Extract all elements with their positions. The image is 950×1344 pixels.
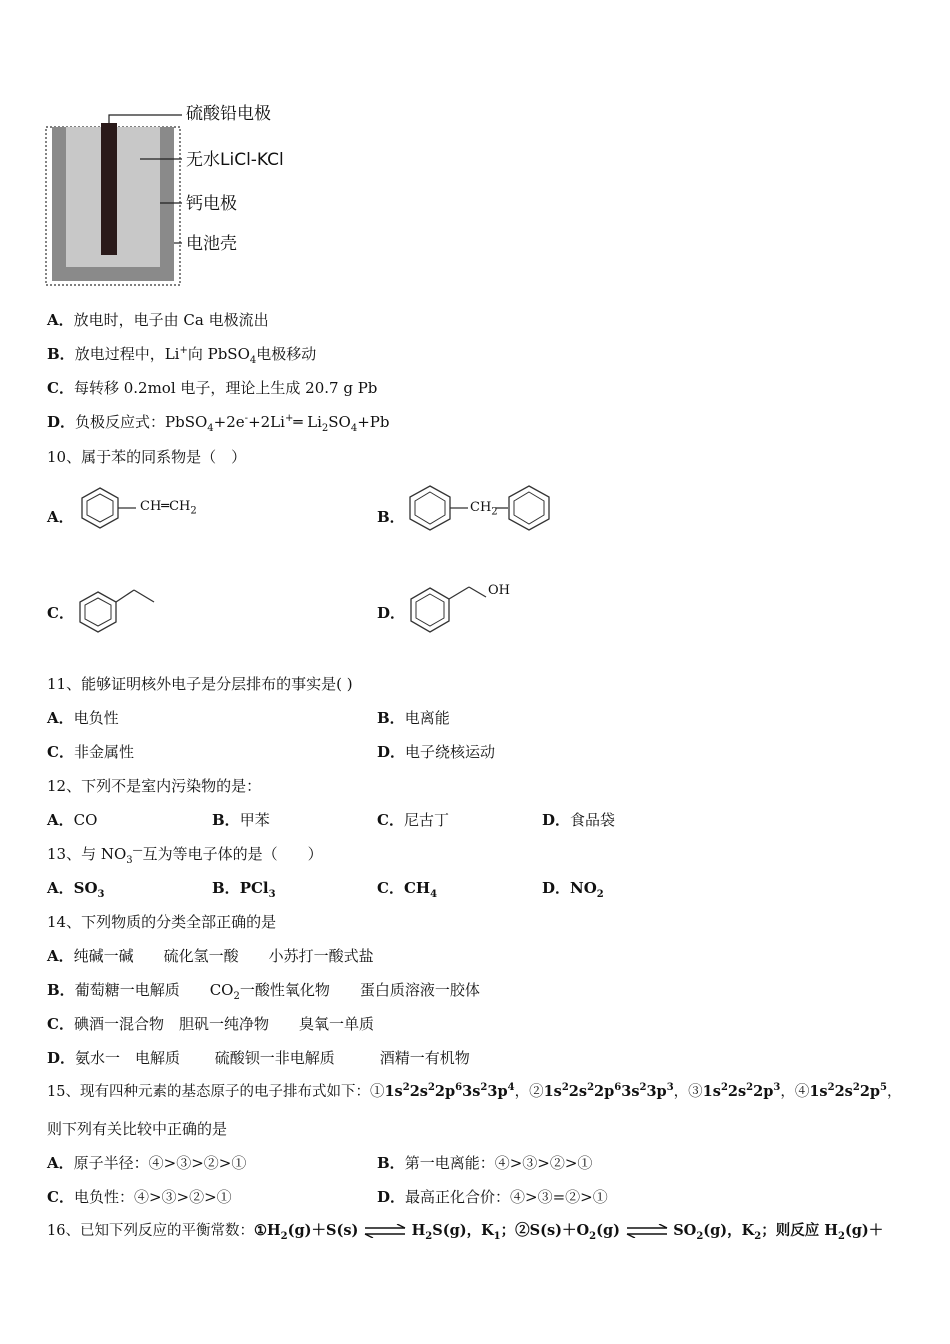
- q10-option-c-structure[interactable]: [72, 580, 172, 644]
- q10-option-a-label[interactable]: A．: [47, 508, 74, 526]
- q12-option-a[interactable]: A．CO: [47, 811, 98, 829]
- q11-option-d[interactable]: D．电子绕核运动: [377, 743, 496, 761]
- q10-option-d-label[interactable]: D．: [377, 604, 406, 622]
- q10-option-c-label[interactable]: C．: [47, 604, 74, 622]
- q13-option-b[interactable]: B．PCl$_3$: [212, 879, 276, 900]
- q12-option-d[interactable]: D．食品袋: [542, 811, 616, 829]
- q10-stem: 10、属于苯的同系物是（ ）: [47, 448, 247, 466]
- q14-option-c[interactable]: C．碘酒一混合物 胆矾一纯净物 臭氧一单质: [47, 1015, 374, 1033]
- q9-option-a[interactable]: A．放电时，电子由 Ca 电极流出: [47, 311, 269, 329]
- q9-option-b[interactable]: B．放电过程中，Li+向 PbSO$_4$电极移动: [47, 345, 317, 366]
- q14-option-b[interactable]: B．葡萄糖一电解质 $CO_2$一酸性氧化物 蛋白质溶液一胶体: [47, 981, 480, 1002]
- q10-option-b-group: $CH_2$: [470, 500, 498, 518]
- q11-option-c[interactable]: C．非金属性: [47, 743, 134, 761]
- q12-stem: 12、下列不是室内污染物的是：: [47, 777, 262, 795]
- q13-option-d[interactable]: D．$NO_2$: [542, 879, 604, 900]
- q12-option-b[interactable]: B．甲苯: [212, 811, 270, 829]
- q15-option-c[interactable]: C．电负性：④>③>②>①: [47, 1188, 232, 1206]
- ethylbenzene-structure: [72, 580, 172, 640]
- q14-stem: 14、下列物质的分类全部正确的是: [47, 913, 277, 931]
- q12-option-c[interactable]: C．尼古丁: [377, 811, 449, 829]
- diagram-label-pbso4: 硫酸铅电极: [186, 104, 271, 124]
- diagram-label-case: 电池壳: [186, 234, 237, 254]
- q10-option-b-label[interactable]: B．: [377, 508, 405, 526]
- q10-option-d-group: OH: [488, 583, 510, 598]
- q13-stem: 13、与 $NO_3^—$互为等电子体的是（ ）: [47, 845, 323, 866]
- q11-option-a[interactable]: A．电负性: [47, 709, 119, 727]
- lead-sulfate-electrode: [101, 123, 117, 255]
- q15-stem: 15、现有四种元素的基态原子的电子排布式如下：$①1s^22s^22p^63s^23p^4$，$②1s^22s^22p^63s^23p^3$，$③1s^22s^22p^3$，$④1s^22s^22p^5$，: [47, 1082, 902, 1100]
- q9-option-d[interactable]: D．负极反应式：PbSO$_4$+2e-+2Li+═ $Li_2SO_4+Pb$: [47, 413, 390, 434]
- equilibrium-arrow-1: [363, 1224, 407, 1238]
- q11-stem: 11、能够证明核外电子是分层排布的事实是( ): [47, 675, 353, 693]
- diagram-label-electrolyte: 无水LiCl-KCl: [186, 150, 284, 170]
- q15-option-d[interactable]: D．最高正化合价：④>③=②>①: [377, 1188, 608, 1206]
- q13-option-a[interactable]: A．$SO_3$: [47, 879, 105, 900]
- q10-option-a-group: $CH═CH_2$: [140, 499, 197, 517]
- q9-option-c[interactable]: C．每转移 0.2mol 电子，理论上生成 20.7 g Pb: [47, 379, 378, 397]
- q15-option-a[interactable]: A．原子半径：④>③>②>①: [47, 1154, 247, 1172]
- q14-option-d[interactable]: D．氨水一 电解质 硫酸钡一非电解质 酒精一有机物: [47, 1049, 470, 1067]
- diagram-label-calcium: 钙电极: [186, 194, 237, 214]
- q16-stem: 16、已知下列反应的平衡常数：$①H_2(g)+S(s)$ $H_2S(g)$，$K_1$；$②S(s)+O_2(g)$ $SO_2(g)$，$K_2$；则反应 $H_2(g)+$: [47, 1222, 884, 1242]
- q14-option-a[interactable]: A．纯碱一碱 硫化氢一酸 小苏打一酸式盐: [47, 947, 374, 965]
- q15-option-b[interactable]: B．第一电离能：④>③>②>①: [377, 1154, 593, 1172]
- q11-option-b[interactable]: B．电离能: [377, 709, 450, 727]
- q15-stem-line2: 则下列有关比较中正确的是: [47, 1120, 228, 1138]
- equilibrium-arrow-2: [625, 1224, 669, 1238]
- q13-option-c[interactable]: C．$CH_4$: [377, 879, 438, 900]
